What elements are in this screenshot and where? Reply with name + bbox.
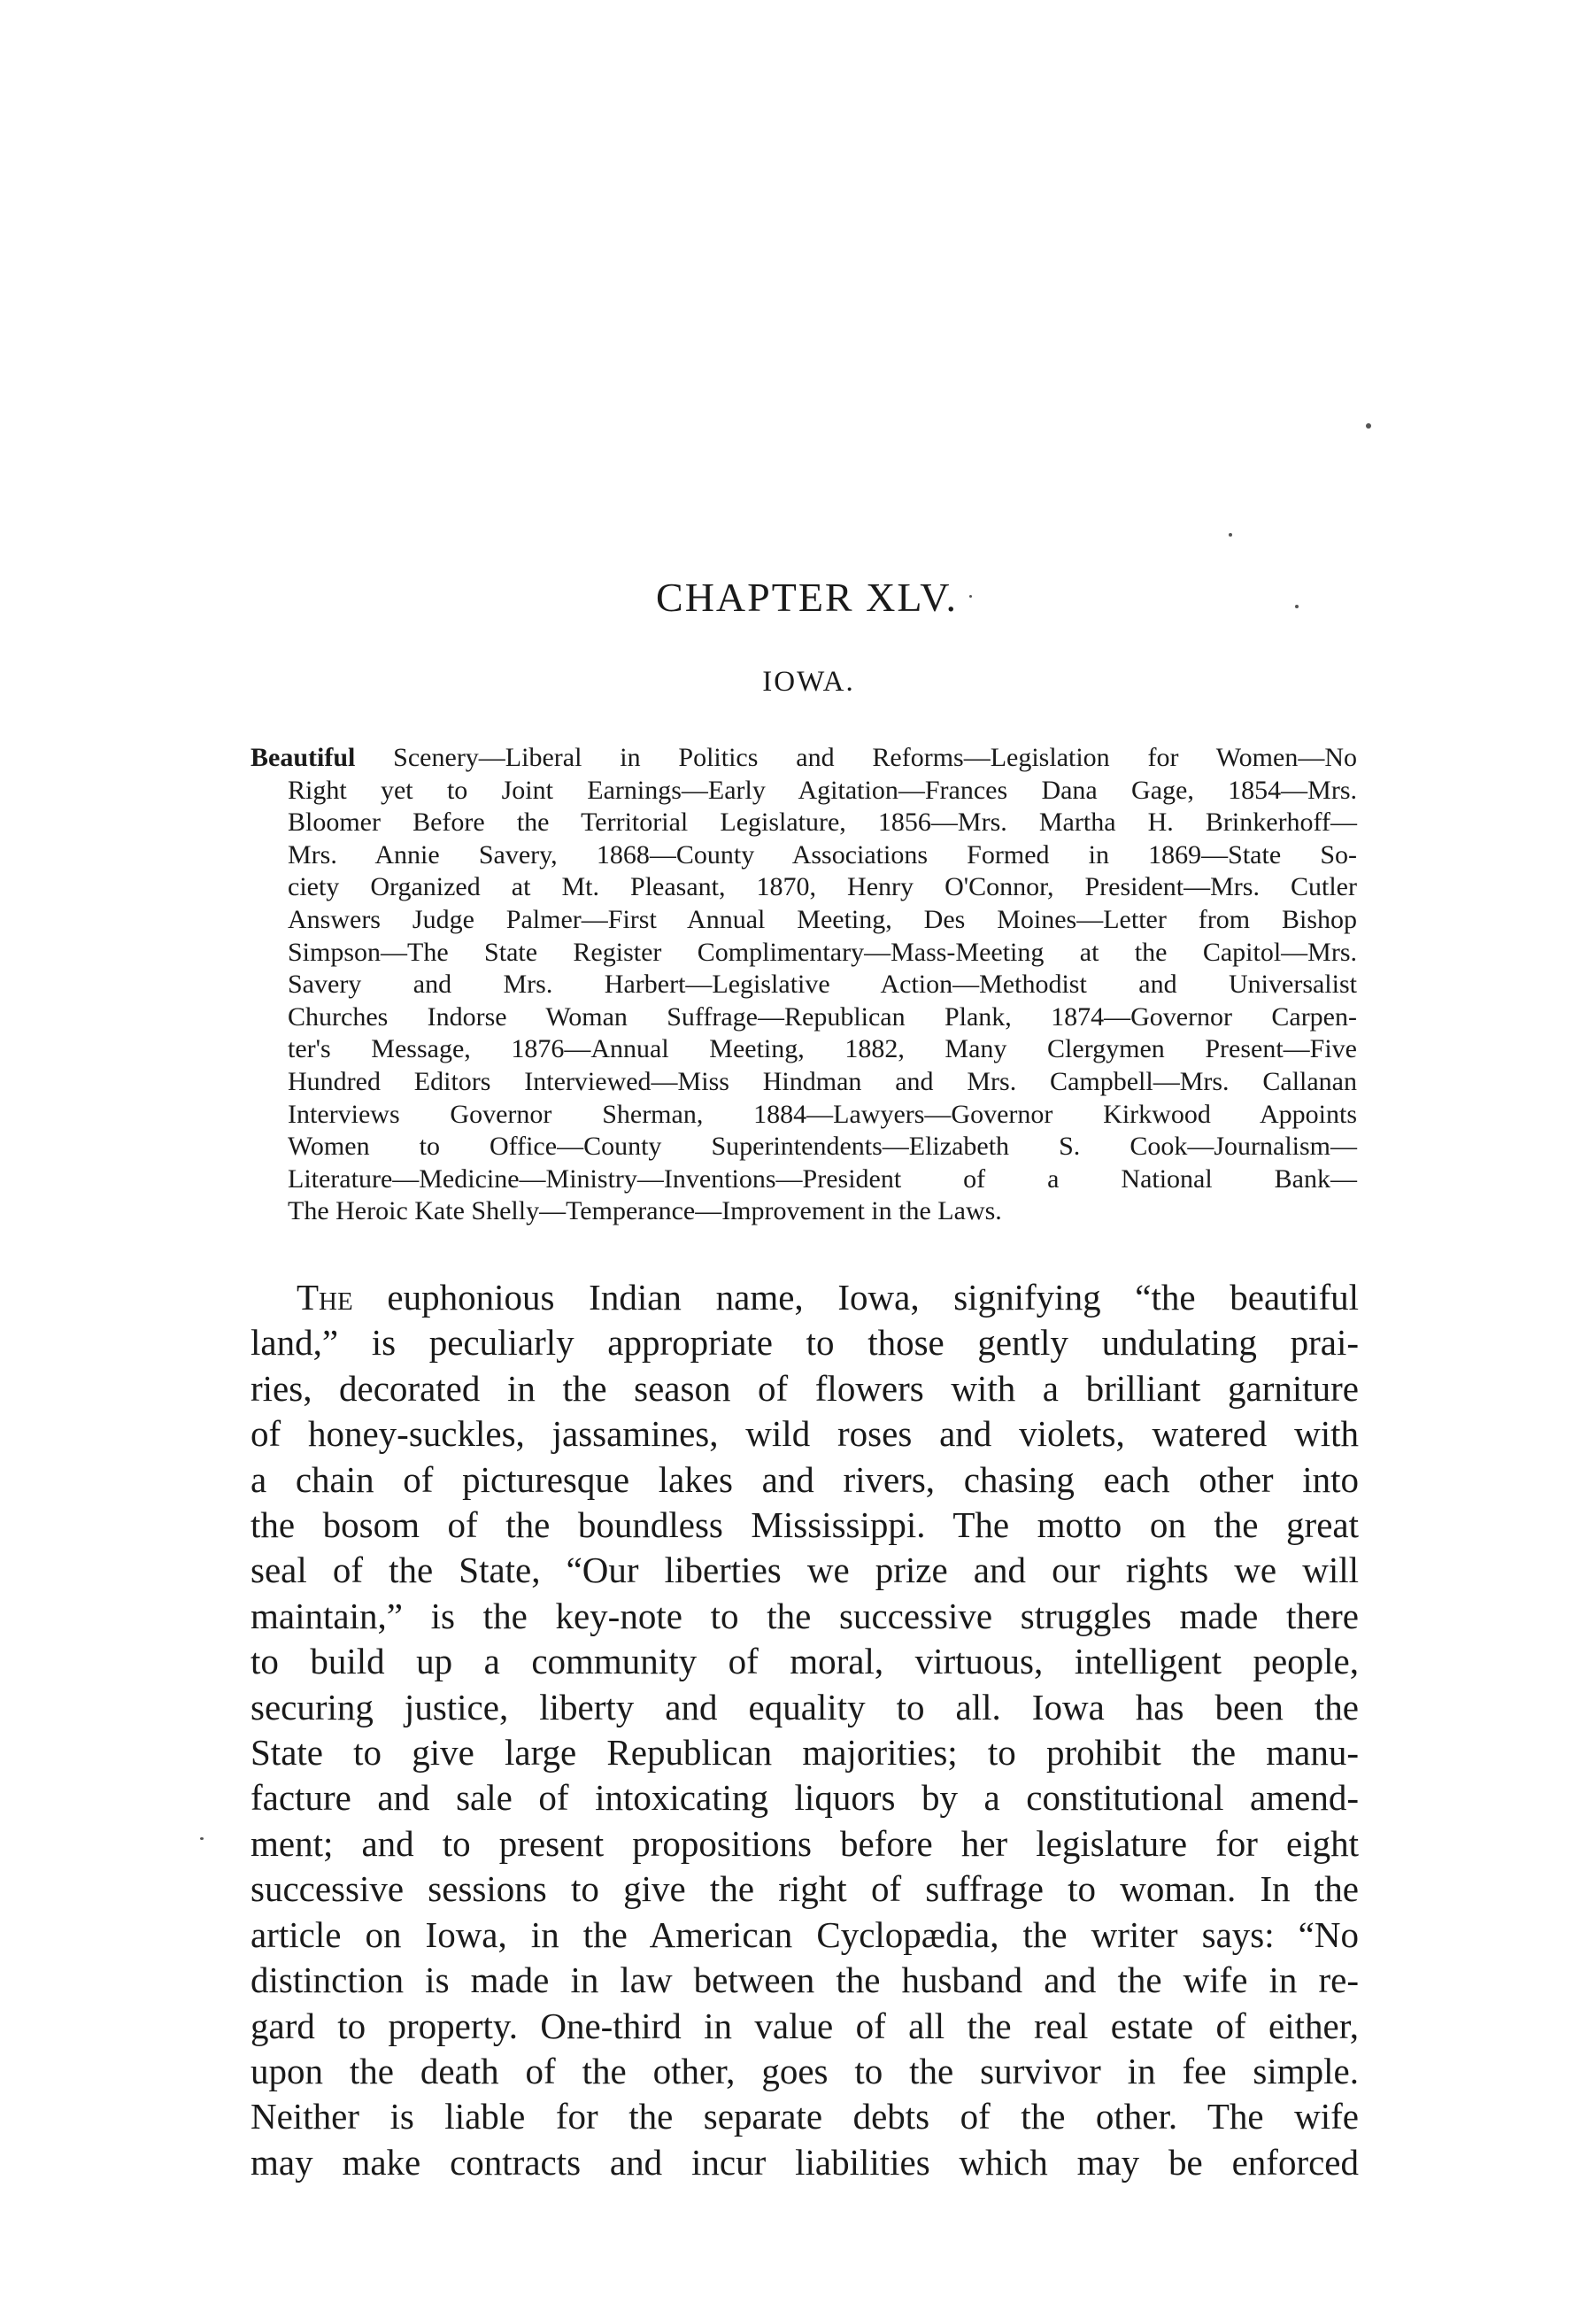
summary-line: Interviews Governor Sherman, 1884—Lawyers—Governor Kirkwood Appoints [288, 1099, 1357, 1129]
body-line: seal of the State, “Our liberties we prize and our rights we will [251, 1550, 1359, 1591]
summary-line: Beautiful Scenery—Liberal in Politics and Reforms—Legislation for Women—No [251, 743, 1357, 772]
body-line: Neither is liable for the separate debts of the other. The wife [251, 2096, 1359, 2137]
summary-line: Mrs. Annie Savery, 1868—County Associations Formed in 1869—State So- [288, 839, 1357, 870]
body-line: the bosom of the boundless Mississippi. The motto on the great [251, 1504, 1359, 1546]
summary-line: Churches Indorse Woman Suffrage—Republican Plank, 1874—Governor Carpen- [288, 1001, 1357, 1032]
body-line: upon the death of the other, goes to the survivor in fee simple. [251, 2050, 1359, 2091]
summary-line: ter's Message, 1876—Annual Meeting, 1882, Many Clergymen Present—Five [288, 1034, 1357, 1064]
body-paragraph [251, 1275, 1359, 2185]
body-line: land,” is peculiarly appropriate to those gently undulating prai- [251, 1322, 1359, 1364]
body-line: successive sessions to give the right of suffrage to woman. In the [251, 1868, 1359, 1910]
summary-line: Savery and Mrs. Harbert—Legislative Action—Methodist and Universalist [288, 970, 1357, 1000]
chapter-heading: CHAPTER XLV. [656, 575, 958, 620]
scan-speck [1229, 533, 1232, 537]
scan-speck [1295, 605, 1299, 608]
summary-line: Hundred Editors Interviewed—Miss Hindman and Mrs. Campbell—Mrs. Callanan [288, 1066, 1357, 1096]
summary-line: Right yet to Joint Earnings—Early Agitation—Frances Dana Gage, 1854—Mrs. [288, 775, 1357, 805]
body-line: distinction is made in law between the husband and the wife in re- [251, 1959, 1359, 2001]
body-line: a chain of picturesque lakes and rivers, chasing each other into [251, 1458, 1359, 1500]
body-line: ries, decorated in the season of flowers with a brilliant garniture [251, 1367, 1359, 1409]
body-line: facture and sale of intoxicating liquors by a constitutional amend- [251, 1777, 1359, 1819]
summary-line: Simpson—The State Register Complimentary—Mass-Meeting at the Capitol—Mrs. [288, 937, 1357, 967]
summary-line: ciety Organized at Mt. Pleasant, 1870, Henry O'Connor, President—Mrs. Cutler [288, 872, 1357, 902]
body-line: The euphonious Indian name, Iowa, signifying “the beautiful [297, 1277, 1359, 1318]
body-line: gard to property. One-third in value of all the real estate of either, [251, 2005, 1359, 2046]
body-line: securing justice, liberty and equality to all. Iowa has been the [251, 1686, 1359, 1727]
scan-speck [969, 595, 972, 598]
chapter-subject: IOWA. [762, 666, 855, 698]
body-line: to build up a community of moral, virtuous, intelligent people, [251, 1641, 1359, 1682]
summary-line: Literature—Medicine—Ministry—Inventions—President of a National Bank— [288, 1163, 1357, 1194]
summary-line: The Heroic Kate Shelly—Temperance—Improvement in the Laws. [288, 1196, 1002, 1226]
body-first-word: The [297, 1277, 353, 1318]
body-line: maintain,” is the key-note to the successive struggles made there [251, 1595, 1359, 1636]
summary-line: Answers Judge Palmer—First Annual Meeting, Des Moines—Letter from Bishop [288, 904, 1357, 934]
body-line: article on Iowa, in the American Cyclopædia, the writer says: “No [251, 1913, 1359, 1955]
summary-first-word: Beautiful [251, 743, 356, 772]
body-line: may make contracts and incur liabilities which may be enforced [251, 2141, 1359, 2183]
summary-line: Bloomer Before the Territorial Legislature, 1856—Mrs. Martha H. Brinkerhoff— [288, 808, 1357, 838]
chapter-summary [251, 742, 1357, 1228]
scan-speck [1366, 423, 1371, 429]
summary-line: Women to Office—County Superintendents—Elizabeth S. Cook—Journalism— [288, 1132, 1357, 1162]
body-line: ment; and to present propositions before her legislature for eight [251, 1822, 1359, 1864]
scan-speck [200, 1837, 204, 1840]
body-line: State to give large Republican majorities; to prohibit the manu- [251, 1732, 1359, 1774]
body-line: of honey-suckles, jassamines, wild roses and violets, watered with [251, 1413, 1359, 1455]
